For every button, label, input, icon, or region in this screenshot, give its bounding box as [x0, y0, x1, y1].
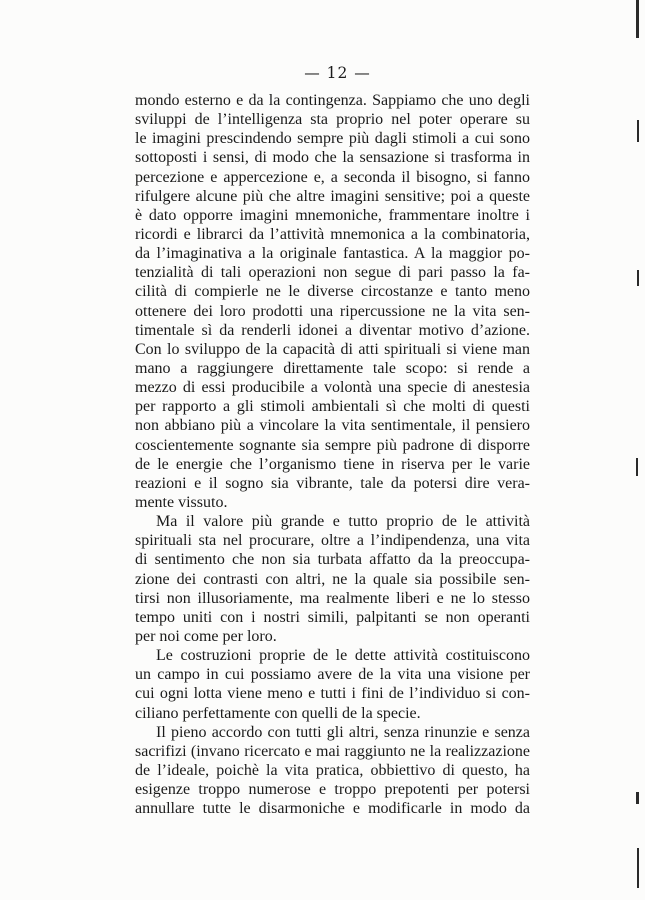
- paragraph: [135, 91, 530, 512]
- text-line: di sentimento che non sia turbata affatto da la preoccupa-: [135, 551, 530, 569]
- text-line: mezzo di essi producibile a volontà una specie di anestesia: [135, 379, 530, 397]
- text-line: cui ogni lotta viene meno e tutti i fini de l’individuo si con-: [135, 685, 530, 703]
- text-line: de le energie che l’organismo tiene in riserva per le varie: [135, 455, 530, 473]
- text-line: tirsi non illusoriamente, ma realmente liberi e ne lo stesso: [135, 589, 530, 607]
- text-line: da l’imaginativa a la originale fantastica. A la maggior po-: [135, 245, 530, 263]
- text-line: ottenere dei loro prodotti una ripercussione ne la vita sen-: [135, 302, 530, 320]
- page-number: — 12 —: [304, 64, 371, 82]
- body-text: [135, 91, 530, 818]
- text-line: zione dei contrasti con altri, ne la quale sia possibile sen-: [135, 570, 530, 588]
- text-line: de l’ideale, poichè la vita pratica, obbiettivo di questo, ha: [135, 761, 530, 779]
- text-line: mente vissuto.: [135, 493, 228, 511]
- scan-edge-marks: [631, 0, 645, 900]
- scan-mark: [637, 848, 639, 888]
- scan-mark: [636, 458, 638, 476]
- paragraph: [135, 646, 530, 723]
- paragraph: [135, 512, 530, 646]
- text-line: un campo in cui possiamo avere de la vita una visione per: [135, 666, 530, 684]
- text-line: spirituali sta nel procurare, oltre a l’indipendenza, una vita: [135, 532, 530, 550]
- text-line: sacrifizi (invano ricercato e mai raggiunto ne la realizzazione: [135, 742, 530, 760]
- text-line: coscientemente sognante sia sempre più padrone di disporre: [135, 436, 530, 454]
- text-line: rifulgere alcune più che altre imagini sensitive; poi a queste: [135, 187, 530, 205]
- text-line: Le costruzioni proprie de le dette attività costituiscono: [156, 647, 530, 665]
- text-line: per rapporto a gli stimoli ambientali sì che molti di questi: [135, 398, 530, 416]
- scan-mark: [636, 0, 639, 38]
- scan-mark: [636, 792, 639, 804]
- text-line: reazioni e il sogno sia vibrante, tale da potersi dire vera-: [135, 474, 530, 492]
- text-line: annullare tutte le disarmoniche e modificarle in modo da: [135, 800, 530, 818]
- text-line: non abbiano più a vincolare la vita sentimentale, il pensiero: [135, 417, 530, 435]
- text-line: tenzialità di tali operazioni non segue di pari passo la fa-: [135, 264, 530, 282]
- paragraph: [135, 723, 530, 819]
- scan-mark: [637, 120, 639, 142]
- text-line: ricordi e librarci da l’attività mnemonica a la combinatoria,: [135, 225, 530, 243]
- text-line: ciliano perfettamente con quelli de la specie.: [135, 704, 421, 722]
- text-line: mondo esterno e da la contingenza. Sappiamo che uno degli: [135, 92, 530, 109]
- text-line: cilità di compierle ne le diverse circostanze e tanto meno: [135, 283, 530, 301]
- text-line: Con lo sviluppo de la capacità di atti spirituali si viene man: [135, 340, 530, 358]
- text-line: sottoposti i sensi, di modo che la sensazione si trasforma in: [135, 149, 530, 167]
- text-line: le imagini prescindendo sempre più dagli stimoli a cui sono: [135, 130, 530, 148]
- text-line: Il pieno accordo con tutti gli altri, senza rinunzie e senza: [156, 723, 530, 741]
- scan-mark: [637, 270, 639, 286]
- text-line: timentale sì da renderli idonei a diventar motivo d’azione.: [135, 321, 530, 339]
- text-line: per noi come per loro.: [135, 627, 277, 645]
- text-line: sviluppi de l’intelligenza sta proprio nel poter operare su: [135, 111, 530, 129]
- text-line: percezione e appercezione e, a seconda il bisogno, si fanno: [135, 168, 530, 186]
- text-line: è dato opporre imagini mnemoniche, frammentare inoltre i: [135, 206, 530, 224]
- text-line: Ma il valore più grande e tutto proprio de le attività: [156, 513, 530, 531]
- text-line: esigenze troppo numerose e troppo prepotenti per potersi: [135, 781, 530, 799]
- text-line: mano a raggiungere direttamente tale scopo: si rende a: [135, 359, 530, 377]
- text-line: tempo uniti con i nostri simili, palpitanti se non operanti: [135, 608, 530, 626]
